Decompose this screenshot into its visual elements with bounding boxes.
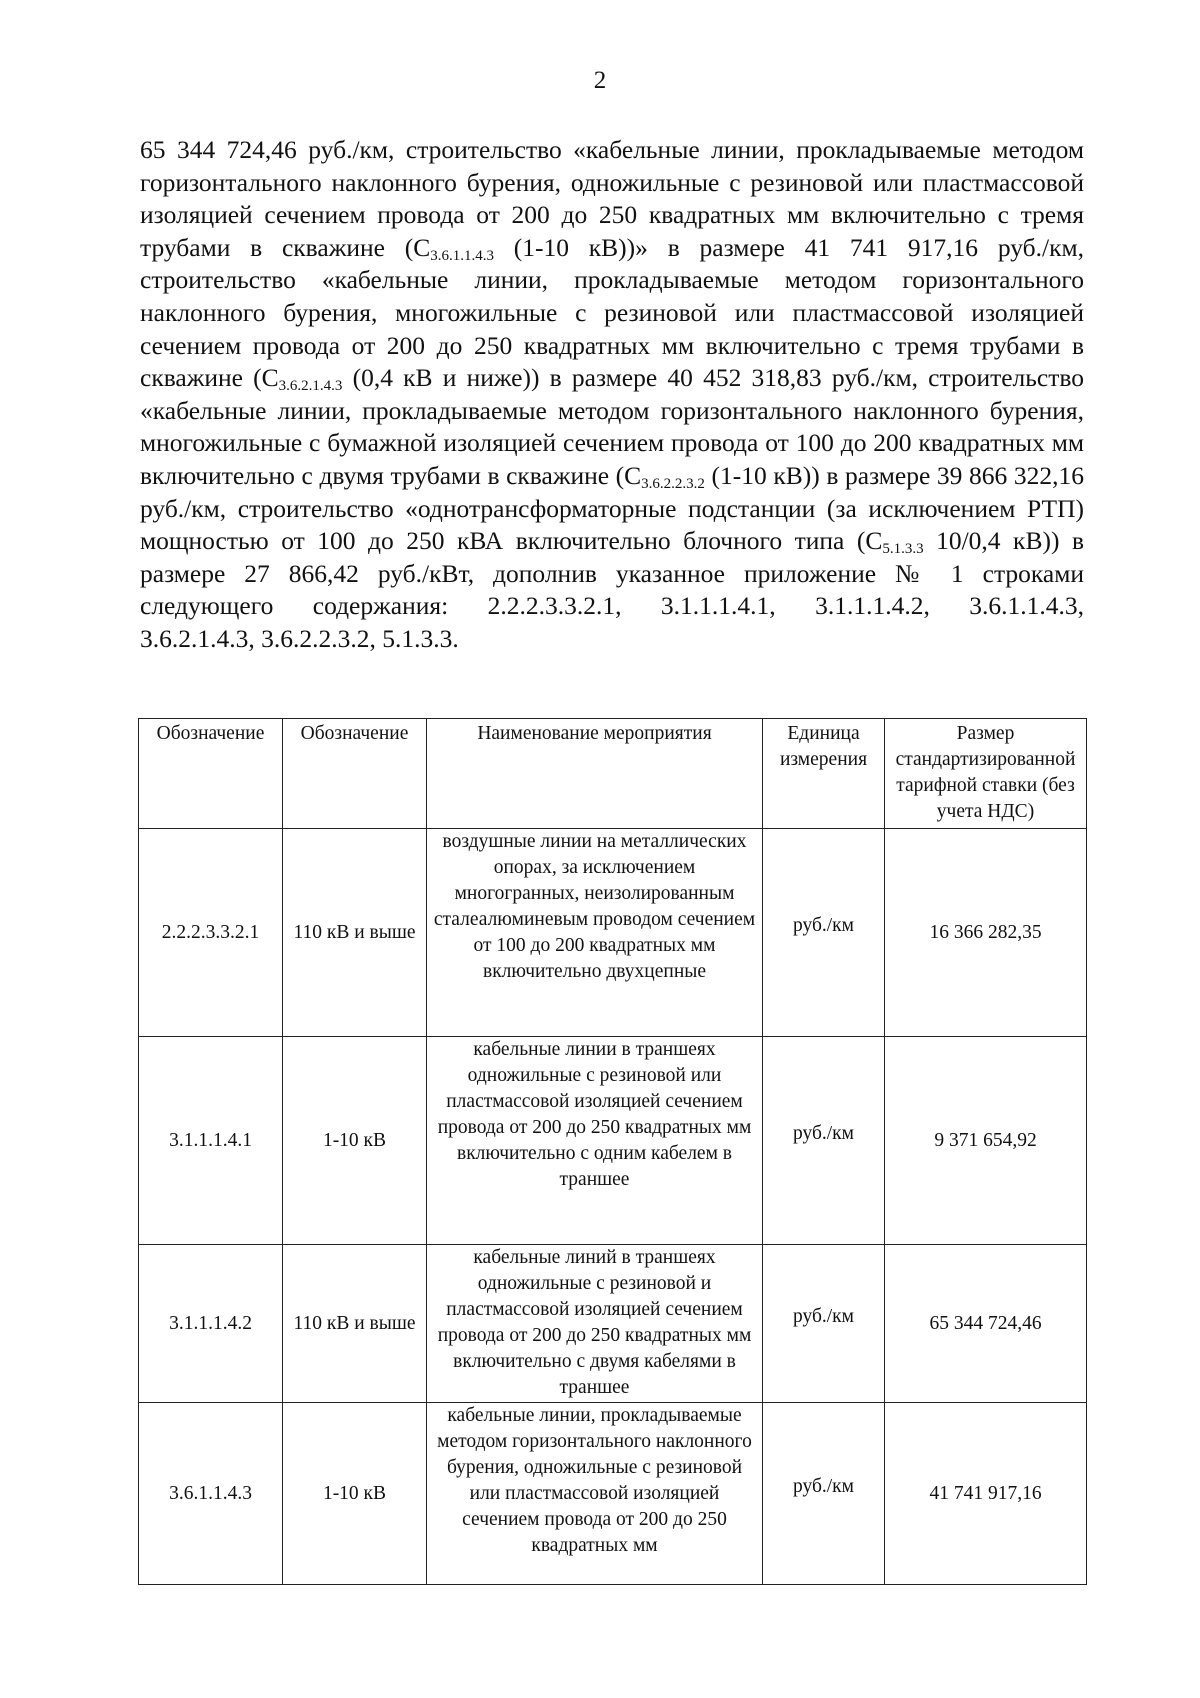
paragraph-text-2: (1-10 кВ))» в размере 41 741 917,16 руб./км, строительство «кабельные линии, прокладываемые методом горизонтального наклонного бурения, многожильные с резиновой или пластмассовой изоляцией сечением провода от 200 до 250 квадратных мм включительно с тремя трубами в скважине (С [140,232,1084,393]
header-rate: Размер стандартизированной тарифной ставки (без учета НДС) [885,719,1087,829]
paragraph-last-line: 3.6.2.1.4.3, 3.6.2.2.3.2, 5.1.3.3. [140,623,459,653]
paragraph-text-1: 65 344 724,46 руб./км, строительство «кабельные линии, прокладываемые методом горизонтального наклонного бурения, одножильные с резиновой или пластмассовой изоляцией сечением провода от 200 до 250 квадратных мм включительно с тремя трубами в скважине (С [140,135,1084,262]
cell-unit: руб./км [763,1245,885,1403]
cell-activity-name: кабельные линии в траншеях одножильные с резиновой или пластмассовой изоляцией сечением провода от 200 до 250 квадратных мм включительно с одним кабелем в траншее [427,1037,763,1245]
header-designation-1: Обозначение [139,719,283,829]
paragraph-text-5: 10/0,4 кВ)) в размере 27 866,42 руб./кВт, дополнив указанное приложение № 1 строками следующего содержания: 2.2.2.3.3.2.1, 3.1.1.1.4.1, 3.1.1.1.4.2, 3.6.1.1.4.3, [140,526,1084,621]
cell-code: 3.1.1.1.4.1 [139,1037,283,1245]
paragraph-subscript-2: 3.6.2.1.4.3 [278,378,343,395]
paragraph-subscript-4: 5.1.3.3 [882,541,924,558]
cell-voltage: 1-10 кВ [283,1403,427,1585]
table-row [139,1245,1087,1403]
header-unit: Единица измерения [763,719,885,829]
table-row [139,1037,1087,1245]
header-designation-2: Обозначение [283,719,427,829]
table-row [139,829,1087,1037]
paragraph-subscript-1: 3.6.1.1.4.3 [430,247,494,264]
table-header-row [139,719,1087,829]
page-number: 2 [593,67,607,94]
cell-code: 2.2.2.3.3.2.1 [139,829,283,1037]
cell-activity-name: кабельные линий в траншеях одножильные с резиновой и пластмассовой изоляцией сечением провода от 200 до 250 квадратных мм включительно с двумя кабелями в траншее [427,1245,763,1403]
paragraph-subscript-3: 3.6.2.2.3.2 [641,475,705,492]
paragraph-text-3: (0,4 кВ и ниже)) в размере 40 452 318,83 руб./км, строительство «кабельные линии, прокладываемые методом горизонтального наклонного бурения, многожильные с бумажной изоляцией сечением провода от 100 до 200 квадратных мм включительно с двумя трубами в скважине (С [140,363,1084,490]
cell-rate: 65 344 724,46 [885,1245,1087,1403]
body-paragraph [140,134,1084,656]
cell-unit: руб./км [763,1403,885,1585]
cell-rate: 9 371 654,92 [885,1037,1087,1245]
cell-code: 3.6.1.1.4.3 [139,1403,283,1585]
cell-voltage: 110 кВ и выше [283,1245,427,1403]
paragraph-text-4: (1-10 кВ)) в размере 39 866 322,16 руб./км, строительство «однотрансформаторные подстанции (за исключением РТП) мощностью от 100 до 250 кВА включительно блочного типа (С [140,460,1085,556]
cell-activity-name: кабельные линии, прокладываемые методом горизонтального наклонного бурения, одножильные с резиновой или пластмассовой изоляцией сечением провода от 200 до 250 квадратных мм [427,1403,763,1585]
cell-unit: руб./км [763,829,885,1037]
cell-activity-name: воздушные линии на металлических опорах, за исключением многогранных, неизолированным сталеалюминевым проводом сечением от 100 до 200 квадратных мм включительно двухцепные [427,829,763,1037]
cell-code: 3.1.1.1.4.2 [139,1245,283,1403]
table-row [139,1403,1087,1585]
cell-voltage: 110 кВ и выше [283,829,427,1037]
cell-voltage: 1-10 кВ [283,1037,427,1245]
header-activity-name: Наименование мероприятия [427,719,763,829]
cell-rate: 16 366 282,35 [885,829,1087,1037]
cell-unit: руб./км [763,1037,885,1245]
tariff-table [138,718,1087,1585]
cell-rate: 41 741 917,16 [885,1403,1087,1585]
